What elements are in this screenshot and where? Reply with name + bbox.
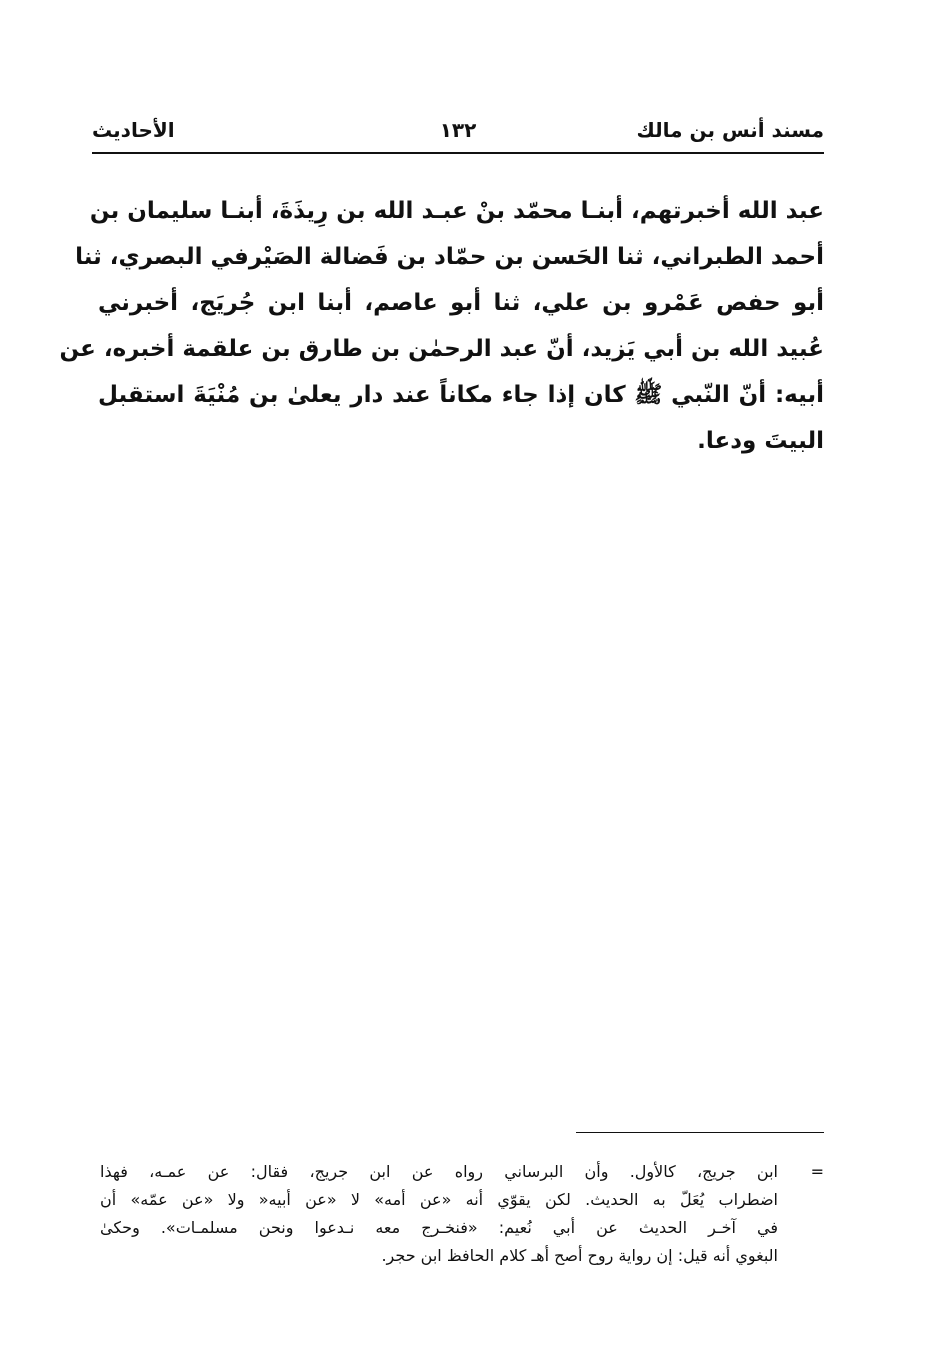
footnote-continuation-marker: =	[810, 1162, 824, 1181]
footnote-line: في آخـر الحديث عن أبي نُعيم: «فنخـرج معه نـدعوا ونحن مسلمـات». وحكىٰ	[100, 1218, 778, 1237]
hadith-line: أحمد الطبراني، ثنا الحَسن بن حمّاد بن فَضالة الصَيْرفي البصري، ثنا	[75, 244, 824, 270]
book-title: مسند أنس بن مالك	[636, 118, 824, 142]
hadith-line: البيتَ ودعا.	[697, 428, 824, 454]
footnote-line: ابن جريج، كالأول. وأن البرساني رواه عن ابن جريج، فقال: عن عمـه، فهذا	[100, 1162, 778, 1181]
footnote-rule	[576, 1132, 824, 1133]
footnote-line: اضطراب يُعَلّ به الحديث. لكن يقوّي أنه «عن أمه» لا «عن أبيه« ولا «عن عمّه» أن	[100, 1190, 778, 1209]
running-header	[92, 118, 824, 152]
footnote-line: البغوي أنه قيل: إن رواية روح أصح أهـ كلام الحافظ ابن حجر.	[381, 1246, 778, 1265]
section-title: الأحاديث	[92, 118, 175, 142]
footnote-body	[100, 1158, 778, 1270]
hadith-line: أبيه: أنّ النّبي ﷺ كان إذا جاء مكاناً عند دار يعلىٰ بن مُنْيَةَ استقبل	[98, 382, 824, 408]
footnote	[100, 1158, 824, 1270]
hadith-line: عُبيد الله بن أبي يَزيد، أنّ عبد الرحمٰن بن طارق بن علقمة أخبره، عن	[59, 336, 824, 362]
hadith-text	[59, 188, 824, 464]
page-number: ١٣٢	[439, 118, 477, 142]
hadith-line: أبو حفص عَمْرو بن علي، ثنا أبو عاصم، أبنا ابن جُريَج، أخبرني	[98, 290, 824, 316]
hadith-line: عبد الله أخبرتهم، أبنـا محمّد بنْ عبـد الله بن رِيذَةَ، أبنـا سليمان بن	[89, 198, 824, 224]
header-rule	[92, 152, 824, 154]
